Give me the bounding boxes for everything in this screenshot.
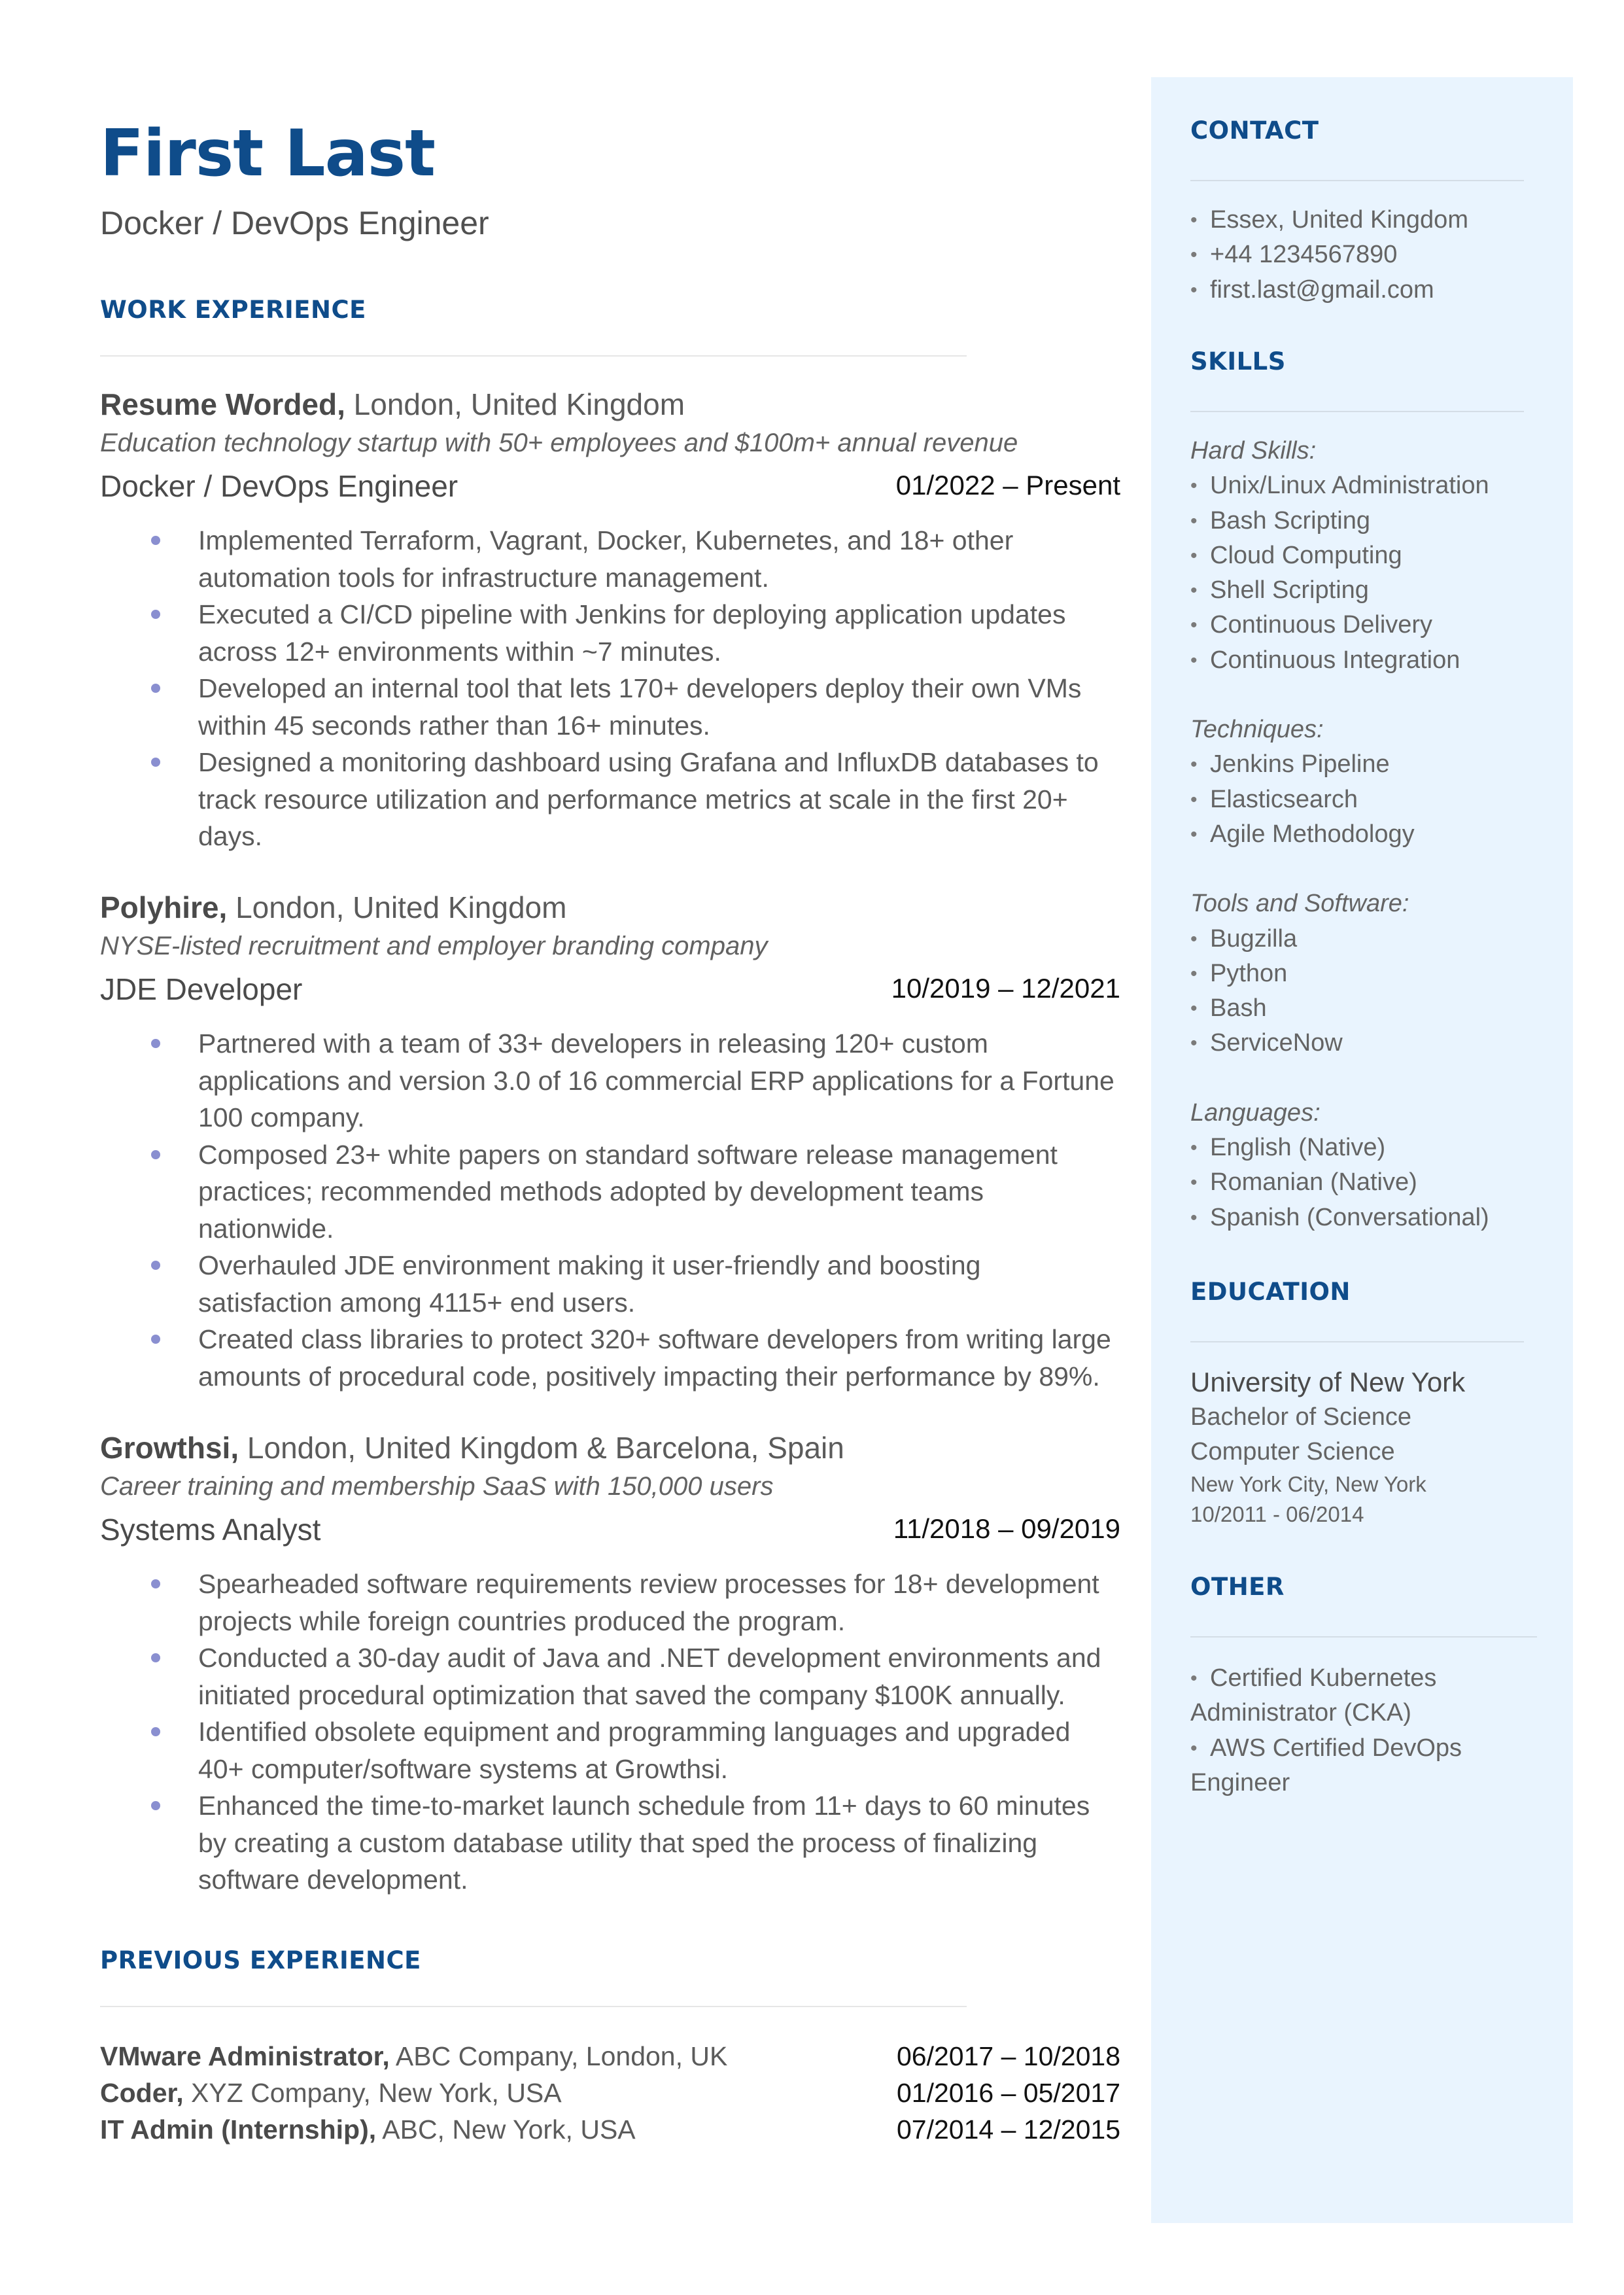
job-entry — [100, 1428, 1120, 1899]
company-location: London, United Kingdom — [345, 387, 685, 421]
previous-role-title: Coder, — [100, 2078, 184, 2108]
skill-item: • Jenkins Pipeline — [1190, 747, 1489, 782]
candidate-title: Docker / DevOps Engineer — [100, 205, 489, 241]
bullet-dot-icon — [151, 1653, 160, 1662]
previous-role-title: VMware Administrator, — [100, 2041, 390, 2071]
bullet-icon: • — [1190, 279, 1198, 301]
skill-item: • Cloud Computing — [1190, 538, 1489, 573]
spacer — [1190, 852, 1489, 886]
skill-item: • Romanian (Native) — [1190, 1165, 1489, 1200]
skill-category: Techniques: — [1190, 716, 1324, 744]
achievement-item: Spearheaded software requirements review processes for 18+ development projects while foreign countries produced the program. — [100, 1566, 1120, 1639]
job-entry — [100, 385, 1120, 855]
bullet-icon: • — [1190, 244, 1198, 266]
education-heading: EDUCATION — [1190, 1278, 1351, 1306]
bullet-icon: • — [1190, 580, 1198, 602]
bullet-dot-icon — [151, 684, 160, 693]
job-entry — [100, 888, 1120, 1395]
skill-category: Languages: — [1190, 1098, 1321, 1127]
school-location: New York City, New York — [1190, 1472, 1426, 1496]
field-of-study: Computer Science — [1190, 1438, 1395, 1465]
bullet-dot-icon — [151, 1727, 160, 1736]
degree: Bachelor of Science — [1190, 1403, 1411, 1431]
role-row — [100, 1505, 1120, 1560]
bullet-dot-icon — [151, 536, 160, 545]
contact-location: • Essex, United Kingdom — [1190, 203, 1468, 237]
contact-heading: CONTACT — [1190, 116, 1319, 145]
bullet-icon: • — [1190, 1668, 1198, 1689]
achievement-item: Identified obsolete equipment and programming languages and upgraded 40+ computer/software systems at Growthsi. — [100, 1713, 1120, 1787]
previous-role-dates: 06/2017 – 10/2018 — [897, 2041, 1120, 2071]
role-title: Systems Analyst — [100, 1513, 321, 1547]
divider — [100, 355, 967, 357]
spacer — [1190, 1061, 1489, 1096]
company-location: London, United Kingdom & Barcelona, Spain — [239, 1431, 844, 1465]
previous-role-dates: 01/2016 – 05/2017 — [897, 2078, 1120, 2108]
company-description: Career training and membership SaaS with 150,000 users — [100, 1472, 774, 1501]
skill-item: • Unix/Linux Administration — [1190, 468, 1489, 503]
work-experience-heading: WORK EXPERIENCE — [100, 296, 366, 324]
company-name: Resume Worded, — [100, 387, 345, 421]
bullet-dot-icon — [151, 1801, 160, 1810]
company-name: Growthsi, — [100, 1431, 239, 1465]
school-name: University of New York — [1190, 1367, 1466, 1397]
certification-item: • AWS Certified DevOps Engineer — [1190, 1731, 1537, 1801]
skill-item: • Elasticsearch — [1190, 782, 1489, 817]
certification-item: • Certified Kubernetes Administrator (CKA) — [1190, 1661, 1537, 1731]
skills-heading: SKILLS — [1190, 347, 1286, 376]
skill-item: • Python — [1190, 956, 1489, 991]
bullet-icon: • — [1190, 1032, 1198, 1055]
previous-role-place: ABC Company, London, UK — [389, 2041, 728, 2071]
skill-item: • ServiceNow — [1190, 1026, 1489, 1060]
skill-item: • Continuous Integration — [1190, 643, 1489, 678]
bullet-icon: • — [1190, 1206, 1198, 1229]
achievement-item: Created class libraries to protect 320+ software developers from writing large amounts of procedural code, positively impacting their performance by 89%. — [100, 1321, 1120, 1395]
previous-role-dates: 07/2014 – 12/2015 — [897, 2114, 1120, 2145]
achievement-item: Implemented Terraform, Vagrant, Docker, Kubernetes, and 18+ other automation tools for infrastructure management. — [100, 522, 1120, 596]
bullet-dot-icon — [151, 1150, 160, 1159]
divider — [1190, 180, 1524, 181]
previous-role-place: XYZ Company, New York, USA — [183, 2078, 562, 2108]
previous-role — [100, 2041, 1120, 2078]
skill-item: • Bugzilla — [1190, 922, 1489, 956]
education-dates: 10/2011 - 06/2014 — [1190, 1502, 1364, 1526]
previous-role-title: IT Admin (Internship), — [100, 2114, 377, 2145]
other-heading: OTHER — [1190, 1573, 1285, 1601]
company-location: London, United Kingdom — [227, 890, 567, 924]
bullet-icon: • — [1190, 962, 1198, 985]
company-description: NYSE-listed recruitment and employer branding company — [100, 932, 768, 960]
role-row — [100, 965, 1120, 1020]
candidate-name: First Last — [100, 116, 435, 191]
role-title: JDE Developer — [100, 972, 303, 1006]
divider — [1190, 1341, 1524, 1342]
role-title: Docker / DevOps Engineer — [100, 469, 458, 503]
bullet-dot-icon — [151, 1039, 160, 1048]
bullet-icon: • — [1190, 1172, 1198, 1194]
achievement-item: Developed an internal tool that lets 170+ developers deploy their own VMs within 45 seconds rather than 16+ minutes. — [100, 670, 1120, 744]
skill-item: • English (Native) — [1190, 1130, 1489, 1165]
achievement-list — [100, 1025, 1120, 1395]
divider — [100, 2006, 967, 2007]
previous-role — [100, 2114, 1120, 2151]
bullet-dot-icon — [151, 1261, 160, 1270]
achievement-item: Conducted a 30-day audit of Java and .NET development environments and initiated procedural optimization that saved the company $100K annually. — [100, 1639, 1120, 1713]
skill-item: • Continuous Delivery — [1190, 608, 1489, 642]
contact-list — [1190, 203, 1468, 307]
company-description: Education technology startup with 50+ employees and $100m+ annual revenue — [100, 429, 1018, 457]
bullet-icon: • — [1190, 823, 1198, 845]
skill-item: • Bash — [1190, 991, 1489, 1026]
skills-list — [1190, 434, 1489, 1235]
education-entry — [1190, 1365, 1465, 1530]
company-name: Polyhire, — [100, 890, 228, 924]
skill-item: • Shell Scripting — [1190, 573, 1489, 608]
achievement-item: Overhauled JDE environment making it user-friendly and boosting satisfaction among 4115+ end users. — [100, 1247, 1120, 1321]
previous-role — [100, 2078, 1120, 2114]
skill-item: • Bash Scripting — [1190, 504, 1489, 538]
achievement-item: Partnered with a team of 33+ developers in releasing 120+ custom applications and version 3.0 of 16 commercial ERP applications for a Fortune 100 company. — [100, 1025, 1120, 1136]
achievement-item: Enhanced the time-to-market launch schedule from 11+ days to 60 minutes by creating a custom database utility that sped the process of finalizing software development. — [100, 1787, 1120, 1899]
skill-item: • Spanish (Conversational) — [1190, 1200, 1489, 1235]
role-row — [100, 462, 1120, 517]
achievement-item: Designed a monitoring dashboard using Grafana and InfluxDB databases to track resource utilization and performance metrics at scale in the first 20+ days. — [100, 744, 1120, 855]
bullet-icon: • — [1190, 510, 1198, 532]
sidebar — [1151, 77, 1573, 2223]
bullet-icon: • — [1190, 928, 1198, 950]
other-list — [1190, 1661, 1537, 1800]
skill-category: Tools and Software: — [1190, 890, 1409, 918]
role-dates: 10/2019 – 12/2021 — [891, 973, 1120, 1004]
bullet-dot-icon — [151, 1579, 160, 1588]
bullet-icon: • — [1190, 475, 1198, 497]
bullet-dot-icon — [151, 758, 160, 767]
company-line — [100, 1428, 1120, 1467]
skill-category: Hard Skills: — [1190, 437, 1317, 464]
bullet-icon: • — [1190, 998, 1198, 1020]
role-dates: 01/2022 – Present — [895, 470, 1120, 500]
bullet-dot-icon — [151, 1335, 160, 1344]
achievement-list — [100, 1566, 1120, 1899]
company-line — [100, 385, 1120, 424]
divider — [1190, 411, 1524, 412]
bullet-icon: • — [1190, 1737, 1198, 1759]
bullet-icon: • — [1190, 614, 1198, 637]
bullet-dot-icon — [151, 610, 160, 619]
achievement-list — [100, 522, 1120, 855]
previous-role-place: ABC, New York, USA — [376, 2114, 636, 2145]
role-dates: 11/2018 – 09/2019 — [893, 1513, 1120, 1544]
bullet-icon: • — [1190, 544, 1198, 567]
bullet-icon: • — [1190, 1137, 1198, 1159]
divider — [1190, 1636, 1537, 1638]
contact-email: • first.last@gmail.com — [1190, 273, 1468, 307]
bullet-icon: • — [1190, 754, 1198, 776]
previous-experience-heading: PREVIOUS EXPERIENCE — [100, 1946, 421, 1974]
bullet-icon: • — [1190, 788, 1198, 811]
achievement-item: Composed 23+ white papers on standard software release management practices; recommended methods adopted by development teams nationwide. — [100, 1136, 1120, 1248]
contact-phone: • +44 1234567890 — [1190, 237, 1468, 272]
skill-item: • Agile Methodology — [1190, 817, 1489, 852]
spacer — [1190, 678, 1489, 712]
bullet-icon: • — [1190, 649, 1198, 671]
achievement-item: Executed a CI/CD pipeline with Jenkins for deploying application updates across 12+ environments within ~7 minutes. — [100, 596, 1120, 670]
company-line — [100, 888, 1120, 927]
bullet-icon: • — [1190, 209, 1198, 231]
